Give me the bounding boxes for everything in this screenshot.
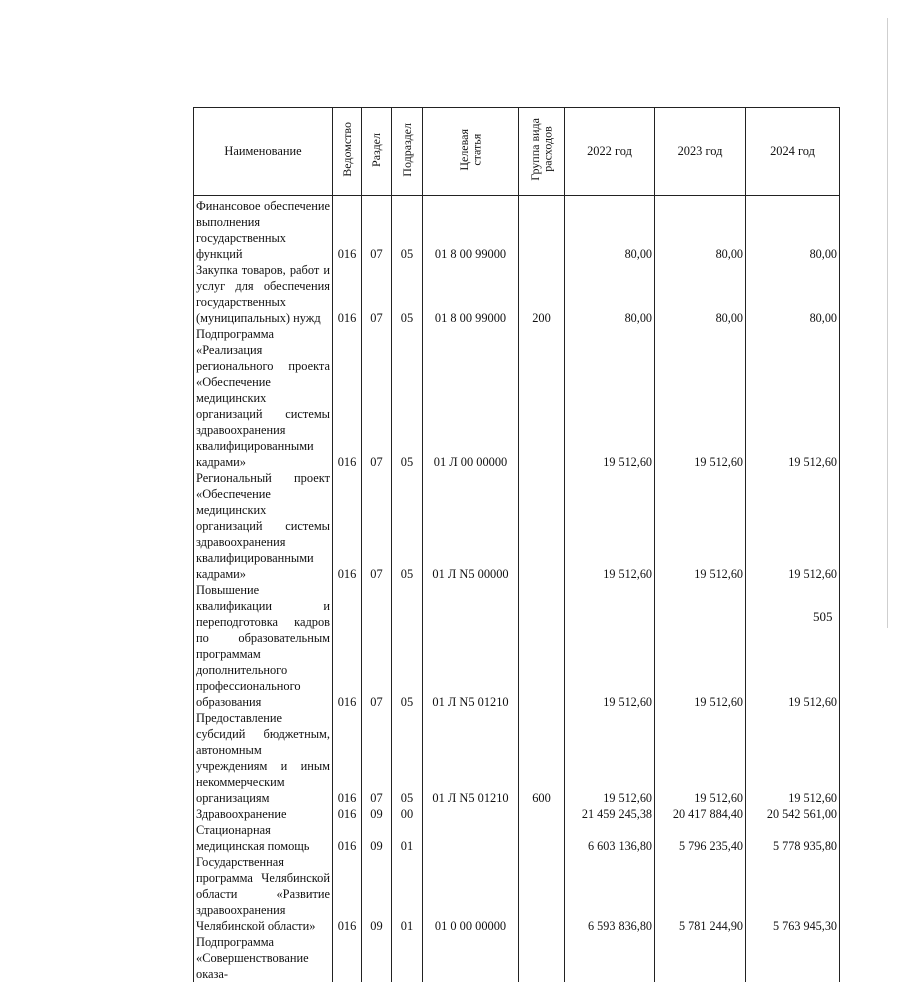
page-number: 505 [813, 609, 833, 625]
table-cell-expense-type [519, 470, 565, 582]
table-cell-section: 07 [362, 710, 392, 806]
table-cell-2024: 80,00 [746, 262, 840, 326]
table-cell-2023: 20 417 884,40 [655, 806, 746, 822]
table-row [194, 806, 840, 822]
table-cell-2023 [655, 934, 746, 982]
header-subsection: Подраздел [392, 108, 423, 196]
table-cell-target-article [423, 806, 519, 822]
table-cell-target-article [423, 822, 519, 854]
header-name: Наименование [194, 108, 333, 196]
table-cell-2024: 19 512,60 [746, 470, 840, 582]
table-cell-2022: 19 512,60 [565, 470, 655, 582]
table-cell-section: 07 [362, 582, 392, 710]
table-cell-expense-type [519, 822, 565, 854]
table-cell-target-article: 01 Л 00 00000 [423, 326, 519, 470]
table-cell-2023: 80,00 [655, 262, 746, 326]
table-cell-2022: 6 593 836,80 [565, 854, 655, 934]
table-row [194, 326, 840, 470]
table-cell-name: Стационарная медицинская помощь [194, 822, 333, 854]
table-cell-2022: 80,00 [565, 196, 655, 263]
table-cell-target-article: 01 Л N5 01210 [423, 582, 519, 710]
table-cell-section: 09 [362, 854, 392, 934]
table-cell-target-article [423, 934, 519, 982]
table-cell-department: 016 [333, 582, 362, 710]
table-cell-section: 07 [362, 262, 392, 326]
table-row [194, 822, 840, 854]
table-cell-subsection [392, 934, 423, 982]
table-cell-department: 016 [333, 262, 362, 326]
table-cell-subsection: 05 [392, 470, 423, 582]
table-cell-name: Повышение квалификации и переподготовка кадров по образовательным программам дополнительного профессионального образования [194, 582, 333, 710]
table-cell-2022 [565, 934, 655, 982]
table-cell-2023: 19 512,60 [655, 470, 746, 582]
header-target-article: Целевая статья [423, 108, 519, 196]
table-cell-department: 016 [333, 710, 362, 806]
table-row [194, 934, 840, 982]
table-cell-expense-type: 200 [519, 262, 565, 326]
table-cell-department: 016 [333, 196, 362, 263]
table-cell-2024: 80,00 [746, 196, 840, 263]
table-cell-expense-type [519, 582, 565, 710]
table-cell-2024: 19 512,60 [746, 710, 840, 806]
table-cell-2024: 19 512,60 [746, 326, 840, 470]
table-cell-section: 07 [362, 470, 392, 582]
table-cell-section: 09 [362, 822, 392, 854]
table-cell-expense-type [519, 854, 565, 934]
table-cell-name: Подпрограмма «Реализация регионального проекта «Обеспечение медицинских организаций системы здравоохранения квалифицированными кадрами» [194, 326, 333, 470]
table-cell-expense-type [519, 326, 565, 470]
table-cell-target-article: 01 Л N5 00000 [423, 470, 519, 582]
table-cell-name: Предоставление субсидий бюджетным, автономным учреждениям и иным некоммерческим организациям [194, 710, 333, 806]
table-cell-2024 [746, 934, 840, 982]
table-cell-expense-type [519, 196, 565, 263]
table-cell-section: 07 [362, 326, 392, 470]
table-cell-2024: 5 778 935,80 [746, 822, 840, 854]
table-cell-name: Здравоохранение [194, 806, 333, 822]
table-row [194, 854, 840, 934]
table-cell-expense-type [519, 806, 565, 822]
table-cell-2022: 21 459 245,38 [565, 806, 655, 822]
table-cell-expense-type: 600 [519, 710, 565, 806]
table-cell-subsection: 05 [392, 582, 423, 710]
header-department: Ведомство [333, 108, 362, 196]
table-row [194, 196, 840, 263]
table-cell-target-article: 01 8 00 99000 [423, 196, 519, 263]
table-cell-2024: 19 512,60 [746, 582, 840, 710]
table-cell-target-article: 01 Л N5 01210 [423, 710, 519, 806]
header-2022: 2022 год [565, 108, 655, 196]
header-2024: 2024 год [746, 108, 840, 196]
table-cell-expense-type [519, 934, 565, 982]
table-cell-2023: 80,00 [655, 196, 746, 263]
table-cell-department: 016 [333, 806, 362, 822]
table-cell-subsection: 05 [392, 710, 423, 806]
budget-table [193, 107, 840, 982]
table-row [194, 710, 840, 806]
header-expense-type: Группа вида расходов [519, 108, 565, 196]
table-cell-2023: 5 781 244,90 [655, 854, 746, 934]
table-cell-2022: 19 512,60 [565, 326, 655, 470]
table-cell-section: 07 [362, 196, 392, 263]
table-cell-subsection: 05 [392, 262, 423, 326]
table-cell-name: Финансовое обеспечение выполнения государственных функций [194, 196, 333, 263]
header-section: Раздел [362, 108, 392, 196]
table-cell-2022: 80,00 [565, 262, 655, 326]
table-cell-target-article: 01 8 00 99000 [423, 262, 519, 326]
table-cell-subsection: 05 [392, 326, 423, 470]
table-row [194, 582, 840, 710]
table-cell-department [333, 934, 362, 982]
table-cell-2022: 19 512,60 [565, 710, 655, 806]
table-cell-section [362, 934, 392, 982]
table-cell-section: 09 [362, 806, 392, 822]
table-cell-2023: 5 796 235,40 [655, 822, 746, 854]
table-cell-department: 016 [333, 326, 362, 470]
table-row [194, 470, 840, 582]
table-cell-2023: 19 512,60 [655, 582, 746, 710]
table-cell-name: Закупка товаров, работ и услуг для обеспечения государственных (муниципальных) нужд [194, 262, 333, 326]
table-cell-name: Региональный проект «Обеспечение медицинских организаций системы здравоохранения квалифицированными кадрами» [194, 470, 333, 582]
table-cell-subsection: 00 [392, 806, 423, 822]
table-cell-subsection: 01 [392, 822, 423, 854]
table-cell-subsection: 01 [392, 854, 423, 934]
table-cell-subsection: 05 [392, 196, 423, 263]
table-cell-department: 016 [333, 822, 362, 854]
table-cell-target-article: 01 0 00 00000 [423, 854, 519, 934]
page-edge-line [887, 18, 888, 628]
table-cell-name: Государственная программа Челябинской области «Развитие здравоохранения Челябинской области» [194, 854, 333, 934]
table-cell-2023: 19 512,60 [655, 710, 746, 806]
header-2023: 2023 год [655, 108, 746, 196]
table-cell-2022: 19 512,60 [565, 582, 655, 710]
header-row [194, 108, 840, 196]
table-cell-2024: 20 542 561,00 [746, 806, 840, 822]
table-cell-department: 016 [333, 470, 362, 582]
table-row [194, 262, 840, 326]
table-cell-department: 016 [333, 854, 362, 934]
table-body [194, 196, 840, 982]
table-cell-2023: 19 512,60 [655, 326, 746, 470]
table-cell-2022: 6 603 136,80 [565, 822, 655, 854]
table-cell-name: Подпрограмма «Совершенствование оказа- [194, 934, 333, 982]
table-cell-2024: 5 763 945,30 [746, 854, 840, 934]
